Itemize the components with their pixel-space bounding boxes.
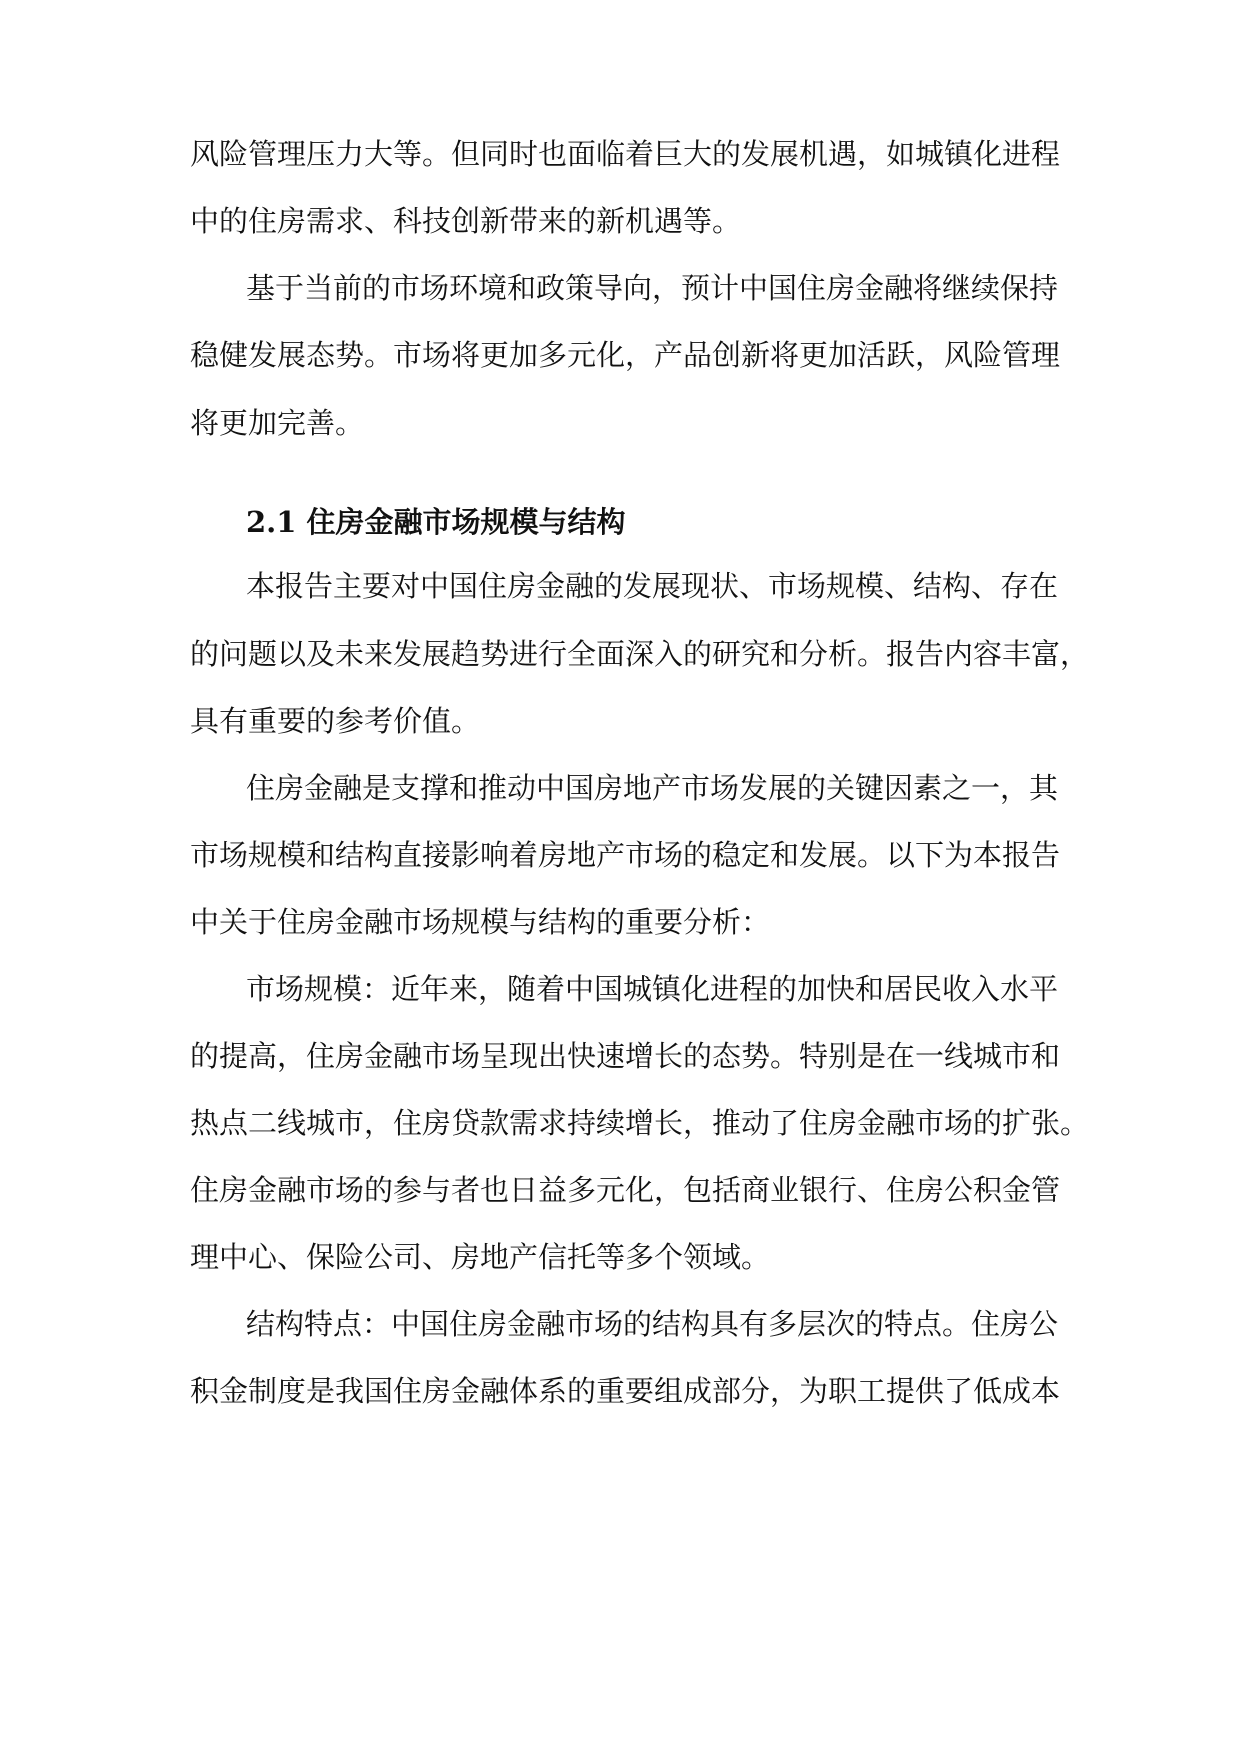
paragraph-3-line-3: 具有重要的参考价值。 — [190, 704, 481, 738]
paragraph-4-line-2: 市场规模和结构直接影响着房地产市场的稳定和发展。以下为本报告 — [190, 838, 1061, 872]
paragraph-1-line-1: 风险管理压力大等。但同时也面临着巨大的发展机遇，如城镇化进程 — [190, 137, 1061, 171]
paragraph-5-line-1: 市场规模：近年来，随着中国城镇化进程的加快和居民收入水平 — [246, 972, 1059, 1006]
paragraph-1-line-2: 中的住房需求、科技创新带来的新机遇等。 — [190, 204, 742, 238]
paragraph-2-line-1: 基于当前的市场环境和政策导向，预计中国住房金融将继续保持 — [246, 271, 1059, 305]
paragraph-6-line-2: 积金制度是我国住房金融体系的重要组成部分，为职工提供了低成本 — [190, 1374, 1061, 1408]
paragraph-4-line-3: 中关于住房金融市场规模与结构的重要分析： — [190, 905, 771, 939]
paragraph-3-line-1: 本报告主要对中国住房金融的发展现状、市场规模、结构、存在 — [246, 569, 1059, 603]
paragraph-5-line-5: 理中心、保险公司、房地产信托等多个领域。 — [190, 1240, 771, 1274]
paragraph-5-line-4: 住房金融市场的参与者也日益多元化，包括商业银行、住房公积金管 — [190, 1173, 1061, 1207]
paragraph-2-line-3: 将更加完善。 — [190, 406, 365, 440]
paragraph-2-line-2: 稳健发展态势。市场将更加多元化，产品创新将更加活跃，风险管理 — [190, 338, 1061, 372]
section-heading: 2.1 住房金融市场规模与结构 — [246, 505, 626, 539]
paragraph-5-line-2: 的提高，住房金融市场呈现出快速增长的态势。特别是在一线城市和 — [190, 1039, 1061, 1073]
paragraph-4-line-1: 住房金融是支撑和推动中国房地产市场发展的关键因素之一，其 — [246, 771, 1059, 805]
paragraph-6-line-1: 结构特点：中国住房金融市场的结构具有多层次的特点。住房公 — [246, 1307, 1059, 1341]
paragraph-5-line-3: 热点二线城市，住房贷款需求持续增长，推动了住房金融市场的扩张。 — [190, 1106, 1090, 1140]
paragraph-3-line-2: 的问题以及未来发展趋势进行全面深入的研究和分析。报告内容丰富， — [190, 637, 1090, 671]
